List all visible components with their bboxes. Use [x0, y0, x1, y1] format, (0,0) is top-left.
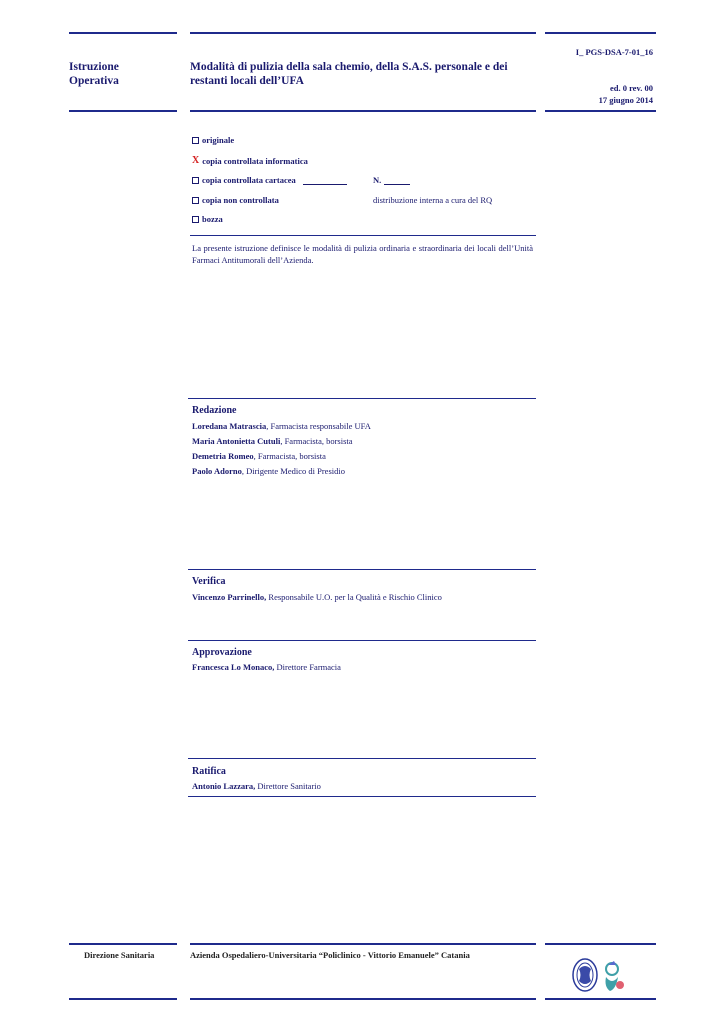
option-uncontrolled [192, 195, 279, 205]
person-role: , Dirigente Medico di Presidio [241, 466, 345, 476]
option-original [192, 135, 234, 145]
redazione-person-3 [192, 451, 326, 461]
person-role: Responsabile U.O. per la Qualità e Rischio Clinico [266, 592, 442, 602]
document-type [69, 60, 119, 88]
footer-top-rule-right [545, 943, 656, 945]
footer-top-rule-left [69, 943, 177, 945]
document-type-line2: Operativa [69, 75, 119, 87]
person-name: Paolo Adorno [192, 466, 242, 476]
document-code: I_ PGS-DSA-7-01_16 [575, 47, 653, 57]
copy-number [373, 175, 410, 185]
person-role: , Farmacista responsabile UFA [266, 421, 371, 431]
person-name: Loredana Matrascia [192, 421, 267, 431]
header-bottom-rule-left [69, 110, 177, 112]
option-controlled-digital [192, 155, 308, 166]
hospital-logo-icon [570, 955, 632, 995]
verifica-rule [188, 569, 536, 570]
blank-line [384, 176, 410, 185]
intro-top-rule [190, 235, 536, 236]
option-controlled-digital-label: copia controllata informatica [202, 155, 308, 166]
option-controlled-paper [192, 175, 347, 185]
header-top-rule-center [190, 32, 536, 34]
checkbox-icon [192, 216, 199, 223]
footer-department: Direzione Sanitaria [84, 950, 155, 960]
option-draft-label: bozza [202, 214, 223, 224]
document-title [190, 60, 535, 88]
checkbox-icon [192, 137, 199, 144]
ratifica-person [192, 781, 321, 791]
checkbox-icon [192, 197, 199, 204]
verifica-title: Verifica [192, 576, 226, 587]
redazione-person-4 [192, 466, 345, 476]
intro-paragraph: La presente istruzione definisce le modalità di pulizia ordinaria e straordinaria dei locali dell’Unità Farmaci Antitumorali dell’Azienda. [192, 243, 533, 265]
verifica-person [192, 592, 442, 602]
person-role: , Farmacista, borsista [280, 436, 353, 446]
redazione-rule [188, 398, 536, 399]
person-name: Demetria Romeo [192, 451, 254, 461]
document-title-line2: restanti locali dell’UFA [190, 75, 304, 87]
approvazione-title: Approvazione [192, 647, 252, 658]
person-role: Direttore Sanitario [255, 781, 321, 791]
document-type-line1: Istruzione [69, 61, 119, 73]
edition-date: 17 giugno 2014 [598, 95, 653, 105]
footer-bottom-rule-left [69, 998, 177, 1000]
uncontrolled-note: distribuzione interna a cura del RQ [373, 195, 493, 205]
ratifica-title: Ratifica [192, 766, 226, 777]
footer-bottom-rule-center [190, 998, 536, 1000]
option-controlled-paper-label: copia controllata cartacea [202, 175, 296, 185]
person-role: Direttore Farmacia [274, 662, 341, 672]
header-top-rule-left [69, 32, 177, 34]
approvazione-person [192, 662, 341, 672]
option-original-label: originale [202, 135, 235, 145]
person-name: Maria Antonietta Cutuli [192, 436, 281, 446]
copy-number-label: N. [373, 175, 382, 185]
blank-line [303, 176, 347, 185]
header-top-rule-right [545, 32, 656, 34]
option-uncontrolled-label: copia non controllata [202, 195, 279, 205]
person-name: Francesca Lo Monaco, [192, 662, 275, 672]
header-bottom-rule-center [190, 110, 536, 112]
footer-bottom-rule-right [545, 998, 656, 1000]
approvazione-rule [188, 640, 536, 641]
redazione-person-1 [192, 421, 371, 431]
option-draft [192, 214, 223, 224]
footer-top-rule-center [190, 943, 536, 945]
person-name: Vincenzo Parrinello, [192, 592, 267, 602]
footer-hospital: Azienda Ospedaliero-Universitaria “Policlinico - Vittorio Emanuele” Catania [190, 950, 470, 960]
document-edition [599, 82, 653, 106]
edition-revision: ed. 0 rev. 00 [609, 83, 653, 93]
person-role: , Farmacista, borsista [253, 451, 326, 461]
ratifica-bottom-rule [188, 796, 536, 797]
person-name: Antonio Lazzara, [192, 781, 256, 791]
ratifica-rule [188, 758, 536, 759]
document-title-line1: Modalità di pulizia della sala chemio, della S.A.S. personale e dei [190, 61, 508, 73]
redazione-title: Redazione [192, 405, 237, 416]
redazione-person-2 [192, 436, 353, 446]
x-mark-icon: X [192, 155, 200, 166]
checkbox-icon [192, 177, 199, 184]
header-bottom-rule-right [545, 110, 656, 112]
